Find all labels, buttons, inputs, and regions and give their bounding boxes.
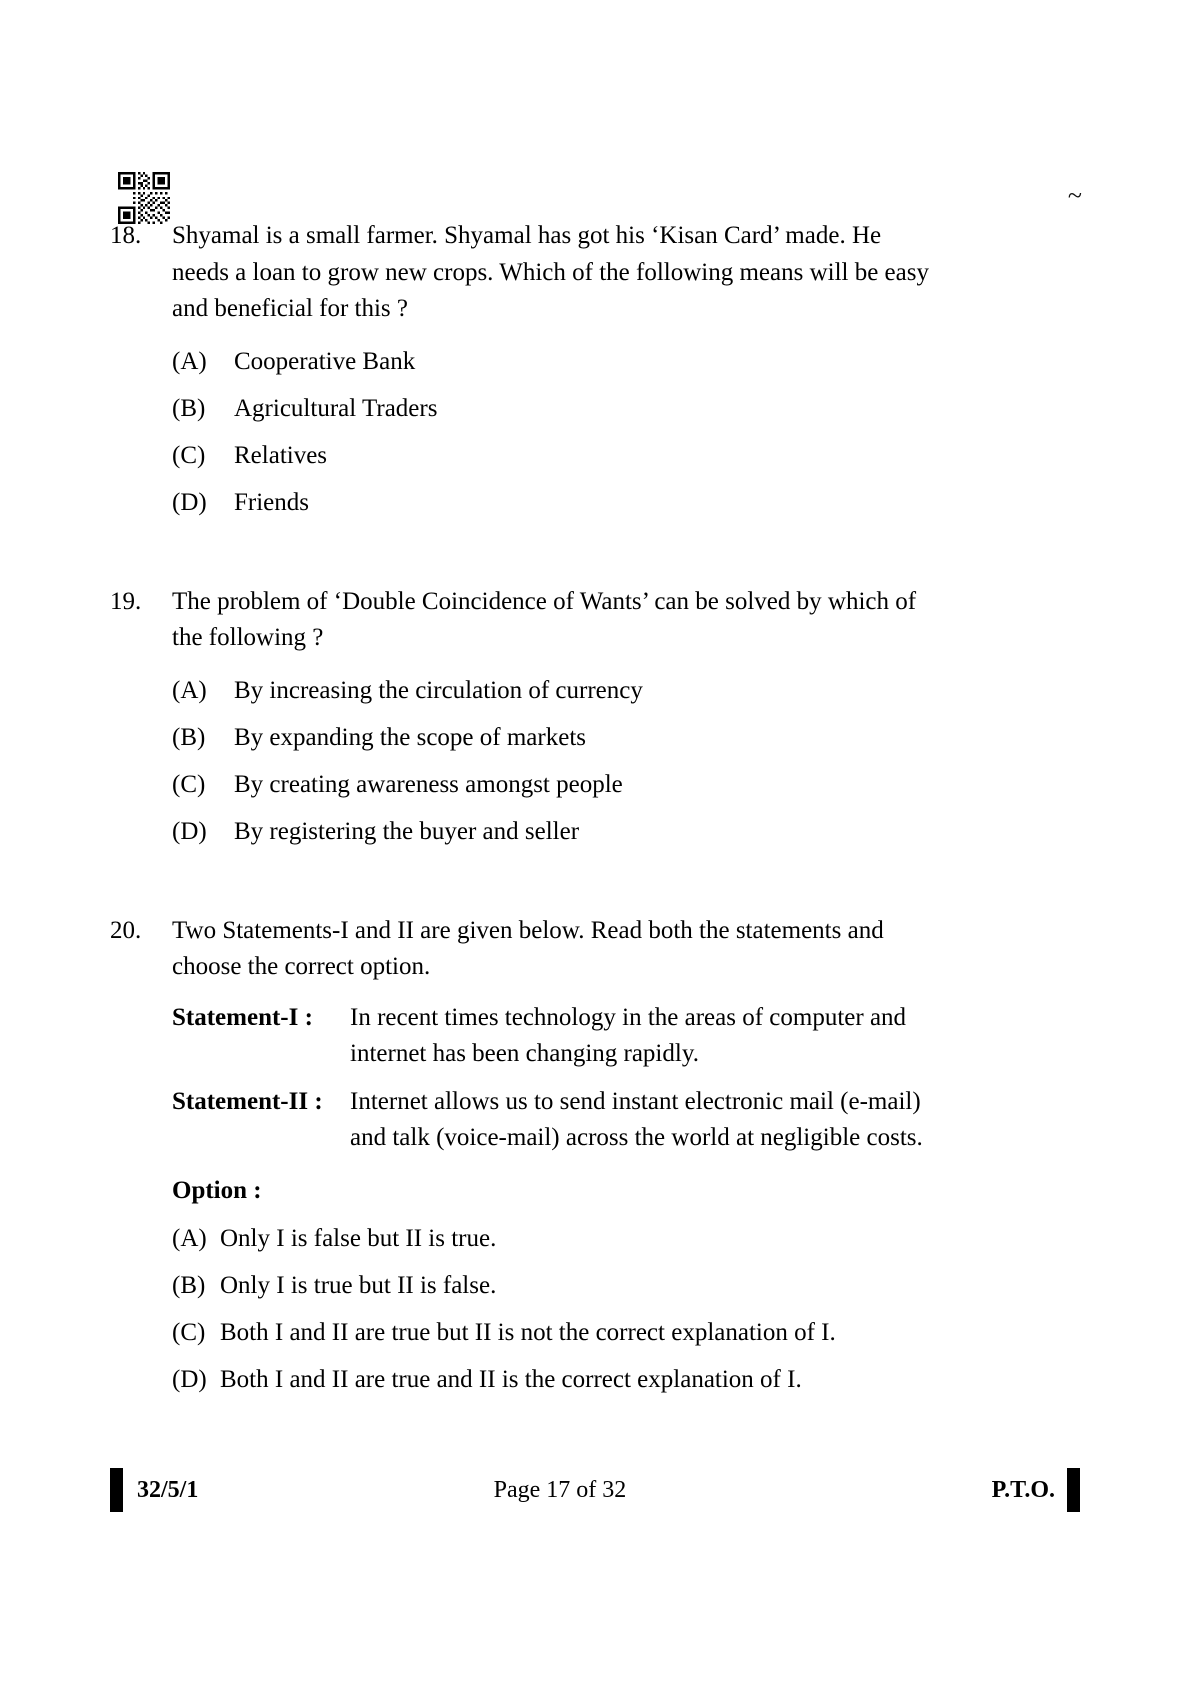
question-19-line-1: The problem of ‘Double Coincidence of Wants’ can be solved by which of: [172, 587, 917, 615]
spacer: [110, 532, 990, 584]
question-20-statements: [110, 1000, 990, 1157]
option-text: Agricultural Traders: [234, 394, 438, 422]
question-18-text: [172, 218, 990, 328]
question-18-line-1: Shyamal is a small farmer. Shyamal has got his ‘Kisan Card’ made. He: [172, 222, 882, 249]
question-20-text: [172, 913, 990, 986]
footer-right-bar: [1067, 1468, 1080, 1512]
question-19-text: [172, 584, 990, 657]
statement-1: [172, 1000, 990, 1073]
option-label: (C): [172, 441, 206, 469]
option-text: Friends: [234, 488, 309, 516]
question-19: [110, 584, 990, 850]
question-18-option-c[interactable]: [172, 438, 990, 474]
statement-1-line-1: In recent times technology in the areas of computer and: [350, 1003, 907, 1031]
option-label: (C): [172, 1318, 206, 1346]
option-label: (A): [172, 347, 207, 375]
paper-code: 32/5/1: [137, 1476, 199, 1503]
question-20-option-b[interactable]: [172, 1268, 990, 1304]
question-18-number: 18.: [110, 222, 142, 249]
page-number-label: Page 17 of 32: [493, 1476, 627, 1503]
option-label: (B): [172, 723, 206, 751]
question-20: [110, 913, 990, 1398]
question-19-options: [110, 673, 990, 850]
question-20-line-2: choose the correct option.: [172, 953, 431, 980]
footer-left-bar: [110, 1468, 123, 1512]
question-18-option-d[interactable]: [172, 485, 990, 521]
option-text: Both I and II are true and II is the correct explanation of I.: [220, 1365, 802, 1393]
option-label: (A): [172, 1224, 207, 1252]
option-label: (B): [172, 1271, 206, 1299]
option-text: By increasing the circulation of currency: [234, 676, 643, 704]
question-list: [110, 218, 990, 1409]
option-text: Both I and II are true but II is not the correct explanation of I.: [220, 1318, 836, 1346]
question-19-option-a[interactable]: [172, 673, 990, 709]
question-19-line-2: the following ?: [172, 624, 324, 651]
question-18-header: [110, 218, 990, 328]
question-20-number: 20.: [110, 916, 142, 944]
statement-2: [172, 1084, 990, 1157]
page-footer: [110, 1468, 1080, 1512]
option-text: By creating awareness amongst people: [234, 770, 623, 798]
question-19-header: [110, 584, 990, 657]
question-18-line-2: needs a loan to grow new crops. Which of the following means will be easy: [172, 258, 929, 286]
question-20-line-1: Two Statements-I and II are given below. Read both the statements and: [172, 916, 884, 944]
question-18-option-b[interactable]: [172, 391, 990, 427]
statement-2-text: [350, 1084, 990, 1157]
question-20-option-d[interactable]: [172, 1362, 990, 1398]
option-label: (B): [172, 394, 206, 422]
option-text: Cooperative Bank: [234, 347, 416, 375]
question-18-line-3: and beneficial for this ?: [172, 295, 409, 322]
option-text: Only I is true but II is false.: [220, 1271, 497, 1299]
question-19-option-c[interactable]: [172, 767, 990, 803]
statement-1-label: Statement-I :: [172, 1003, 313, 1031]
question-20-header: [110, 913, 990, 986]
statement-1-text: [350, 1000, 990, 1073]
tilde-mark: ~: [1067, 181, 1082, 210]
question-18-option-a[interactable]: [172, 344, 990, 380]
statement-2-label: Statement-II :: [172, 1087, 323, 1115]
spacer: [110, 861, 990, 913]
question-20-option-a[interactable]: [172, 1221, 990, 1257]
question-18-options: [110, 344, 990, 521]
question-19-option-d[interactable]: [172, 814, 990, 850]
question-18: [110, 218, 990, 521]
question-20-options: [110, 1221, 990, 1398]
option-label: (C): [172, 770, 206, 798]
statement-2-line-2: and talk (voice-mail) across the world at negligible costs.: [350, 1124, 923, 1151]
option-heading: Option :: [172, 1176, 262, 1204]
option-text: By expanding the scope of markets: [234, 723, 586, 751]
pto-label: P.T.O.: [991, 1476, 1055, 1503]
statement-1-line-2: internet has been changing rapidly.: [350, 1040, 699, 1067]
option-label: (D): [172, 1365, 207, 1393]
question-20-option-c[interactable]: [172, 1315, 990, 1351]
option-text: By registering the buyer and seller: [234, 817, 580, 845]
question-19-option-b[interactable]: [172, 720, 990, 756]
qr-code-icon: [118, 172, 170, 224]
option-label: (D): [172, 817, 207, 845]
option-label: (A): [172, 676, 207, 704]
question-19-number: 19.: [110, 587, 142, 615]
option-text: Relatives: [234, 441, 328, 469]
statement-2-line-1: Internet allows us to send instant electronic mail (e-mail): [350, 1087, 921, 1115]
option-label: (D): [172, 488, 207, 516]
option-text: Only I is false but II is true.: [220, 1224, 497, 1252]
